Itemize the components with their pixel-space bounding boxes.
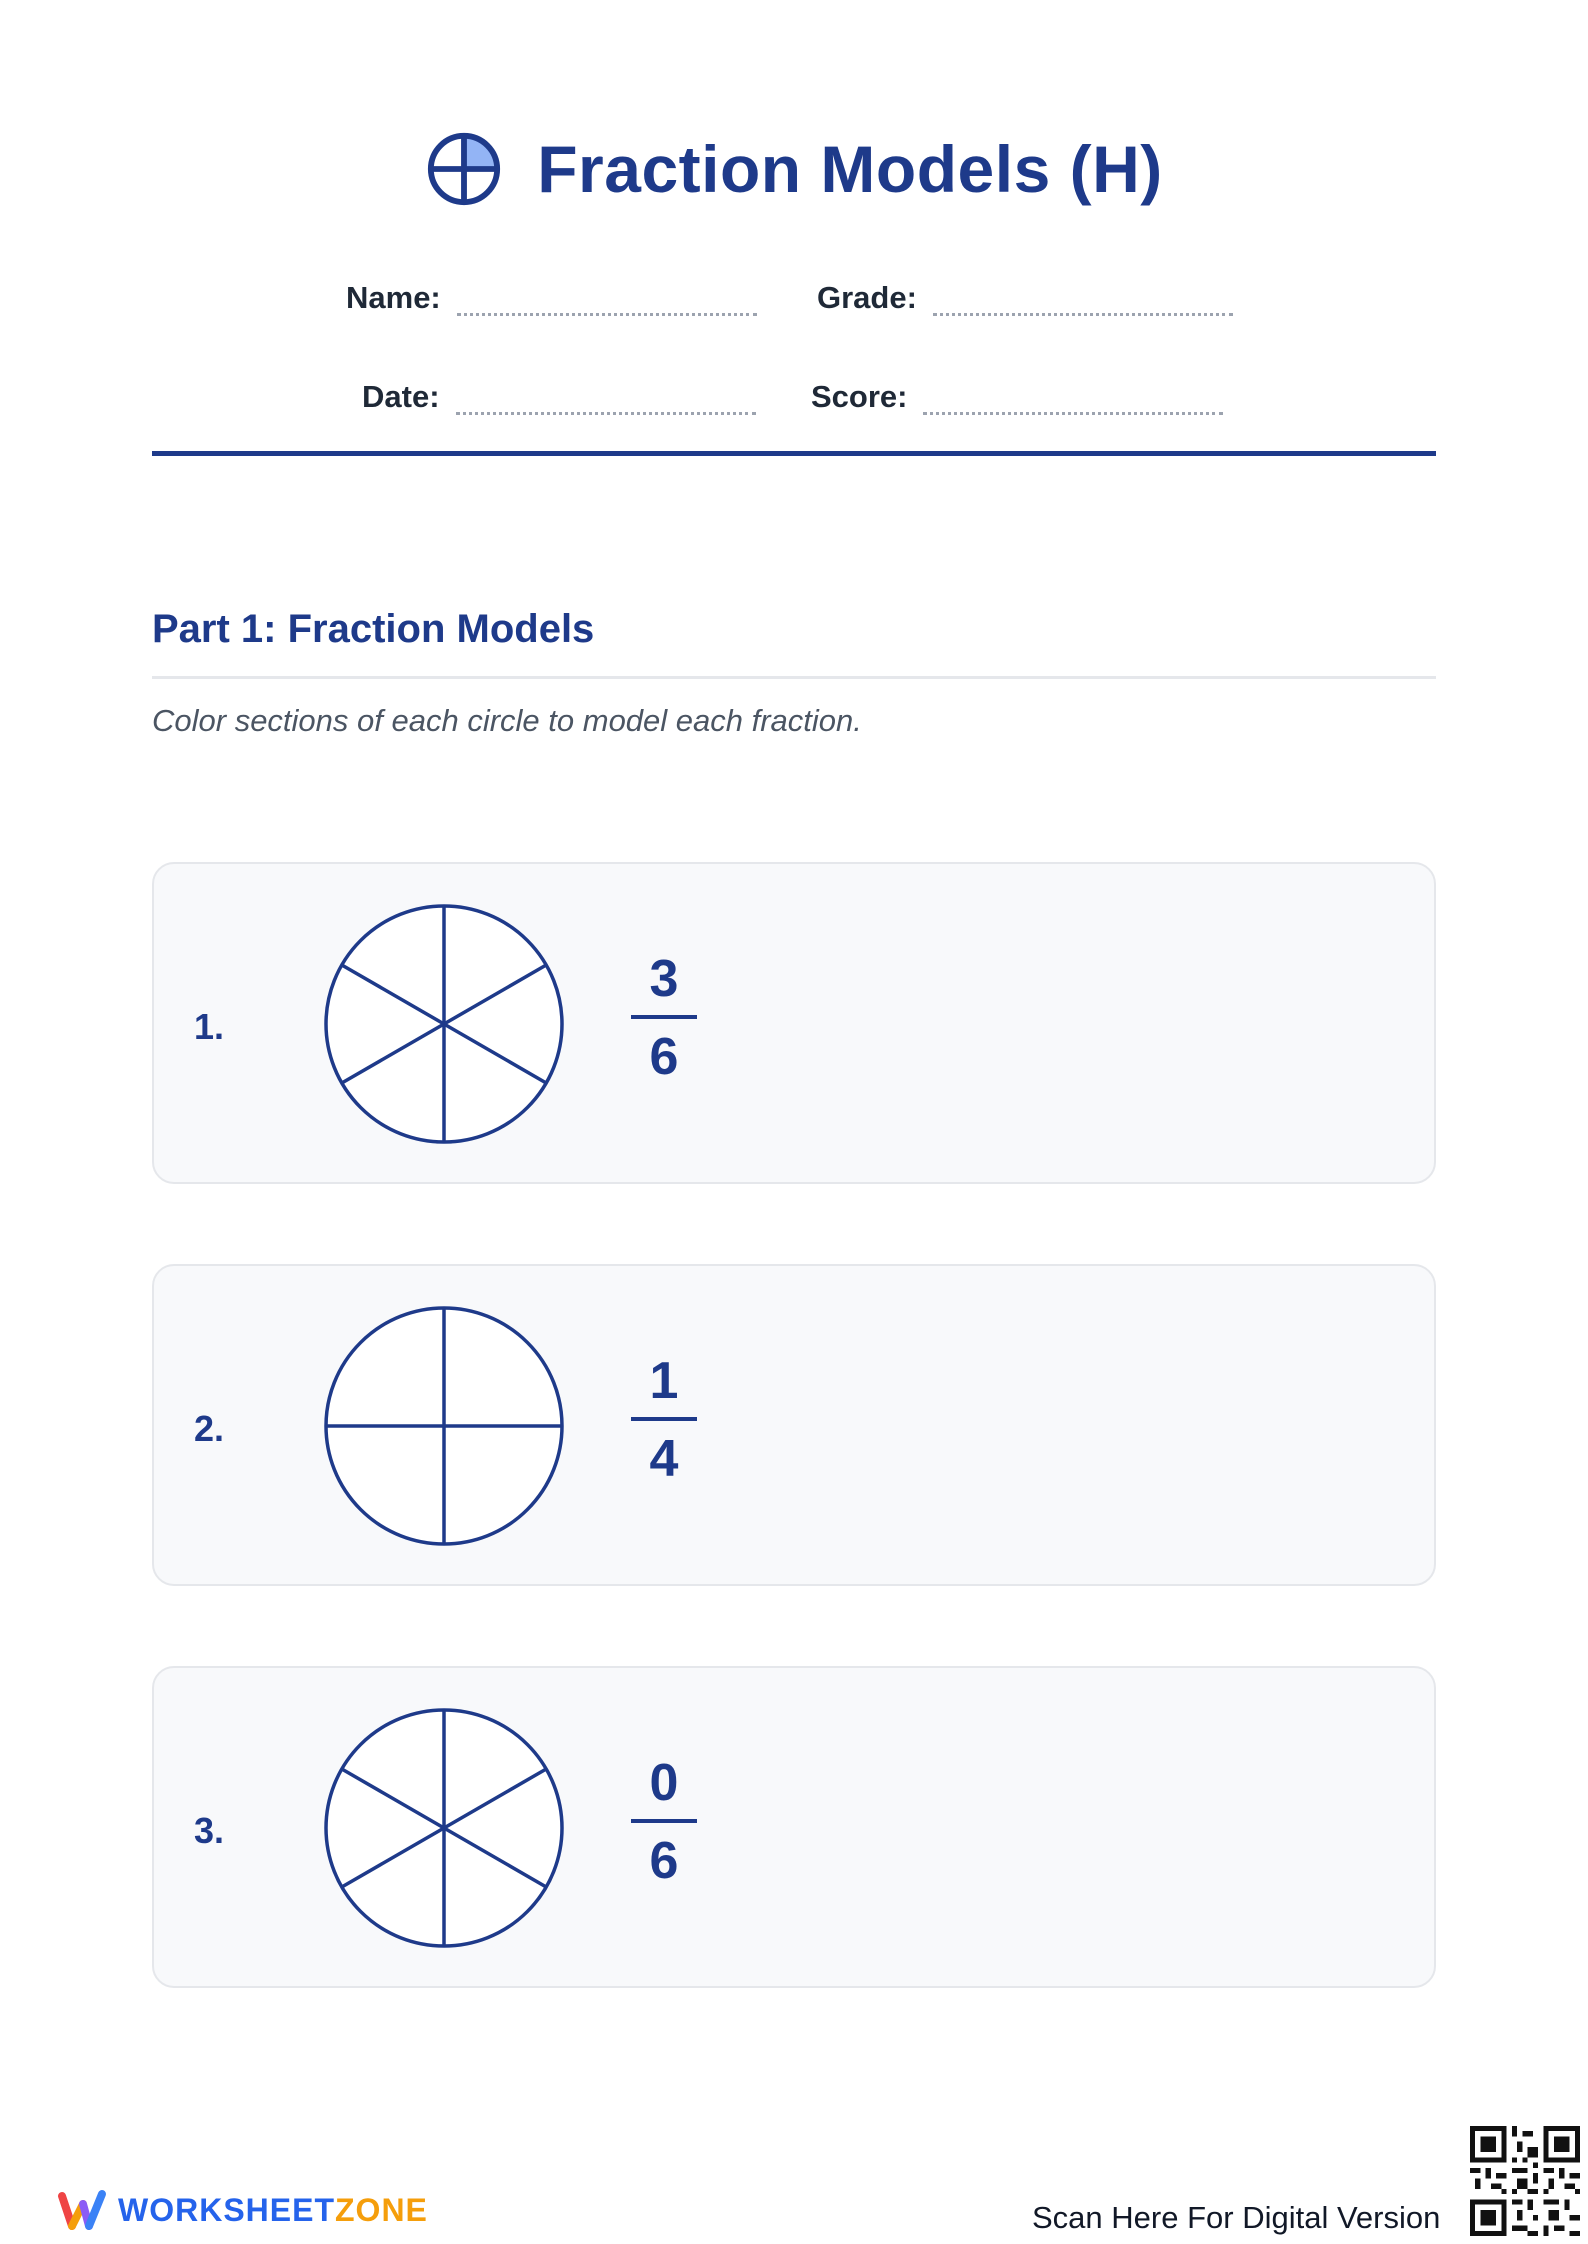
worksheetzone-logo[interactable] — [56, 2184, 428, 2236]
date-field — [362, 379, 756, 415]
fraction — [624, 1753, 704, 1891]
problem-number: 3. — [194, 1810, 225, 1851]
scan-instruction: Scan Here For Digital Version — [1032, 2200, 1441, 2235]
grade-input-line[interactable] — [933, 290, 1233, 316]
denominator: 6 — [649, 1028, 679, 1086]
denominator: 4 — [649, 1430, 679, 1488]
title-text: Fraction Models (H) — [537, 132, 1163, 206]
problem-card-1 — [152, 862, 1436, 1184]
fraction-bar — [631, 1015, 697, 1019]
fraction — [624, 949, 704, 1087]
fraction-circle[interactable] — [322, 902, 566, 1146]
fraction-bar — [631, 1819, 697, 1823]
score-label: Score: — [811, 379, 908, 414]
circle-quarters-icon — [425, 130, 503, 208]
fraction-circle[interactable] — [322, 1706, 566, 1950]
numerator: 0 — [649, 1754, 679, 1812]
date-label: Date: — [362, 379, 440, 414]
problem-number: 2. — [194, 1408, 225, 1449]
numerator: 3 — [649, 950, 679, 1008]
problem-number: 1. — [194, 1006, 225, 1047]
section-divider — [152, 676, 1436, 679]
score-input-line[interactable] — [923, 389, 1223, 415]
logo-text — [118, 2192, 428, 2229]
problem-card-2 — [152, 1264, 1436, 1586]
section-heading: Part 1: Fraction Models — [152, 607, 595, 651]
header-divider — [152, 451, 1436, 456]
fraction — [624, 1351, 704, 1489]
page-title — [0, 130, 1588, 213]
name-input-line[interactable] — [457, 290, 757, 316]
grade-field — [817, 280, 1233, 316]
qr-code-icon[interactable] — [1470, 2126, 1580, 2236]
instructions: Color sections of each circle to model each fraction. — [152, 703, 862, 738]
fraction-circle[interactable] — [322, 1304, 566, 1548]
fraction-bar — [631, 1417, 697, 1421]
name-label: Name: — [346, 280, 441, 315]
numerator: 1 — [649, 1352, 679, 1410]
logo-mark-icon — [56, 2184, 108, 2236]
denominator: 6 — [649, 1832, 679, 1890]
name-field — [346, 280, 757, 316]
date-input-line[interactable] — [456, 389, 756, 415]
score-field — [811, 379, 1223, 415]
logo-text-zone: ZONE — [335, 2191, 428, 2228]
problem-card-3 — [152, 1666, 1436, 1988]
grade-label: Grade: — [817, 280, 917, 315]
logo-text-worksheet: WORKSHEET — [118, 2191, 335, 2228]
